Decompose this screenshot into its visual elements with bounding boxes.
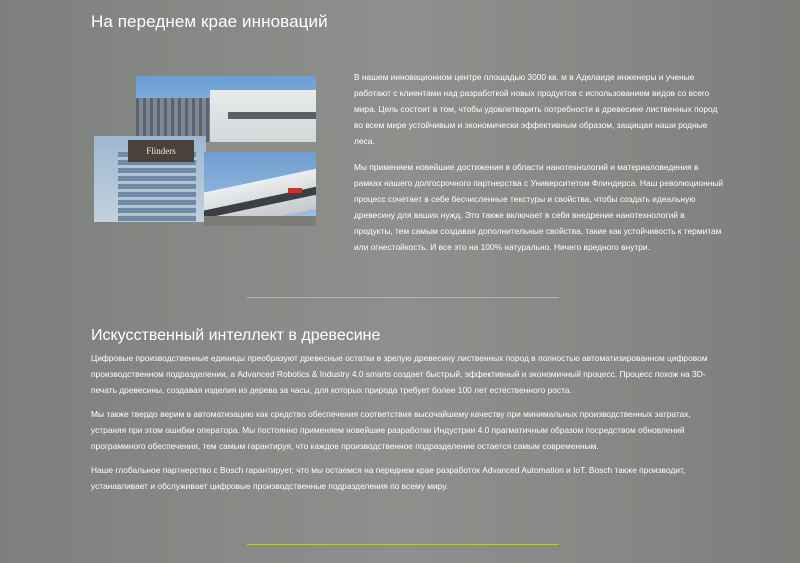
innovation-text: [354, 69, 724, 265]
flinders-sign: Flinders: [128, 140, 194, 162]
section-heading-ai: Искусственный интеллект в древесине: [91, 327, 381, 344]
paragraph: В нашем инновационном центре площадью 3000 кв. м в Аделаиде инженеры и ученые работают с клиентами над разработкой новых продуктов с использованием видов со всего мира. Цель состоит в том, чтобы удовлетворить потребности в древесине лиственных пород во всем мире устойчивым и экономически эффективным образом, защищая наши родные леса.: [354, 72, 718, 146]
paragraph: Мы применяем новейшие достижения в области нанотехнологий и материаловедения в рамках нашего долгосрочного партнерства с Университетом Флиндерса. Наш революционный процесс сочетает в себе бесчисленные текстуры и свойства, чтобы создать идеальную древесину для ваших нужд. Это также включает в себя внедрение нанотехнологий в продукты, тем самым создавая дополнительные свойства, такие как устойчивость к термитам или огнестойкость. И все это на 100% натурально. Ничего вредного внутри.: [354, 162, 724, 252]
paragraph: Цифровые производственные единицы преобразуют древесные остатки в зрелую древесину лиственных пород в полностью автоматизированном цифровом производственном подразделении, а Advanced Robotics & Industry 4.0 smarts создает быстрый, эффективный и экономичный процесс. Процесс похож на 3D-печать древесины, создавая изделия из дерева за часы, для которых природа требует более 100 лет естественного роста.: [91, 353, 708, 395]
paragraph: Мы также твердо верим в автоматизацию как средство обеспечения соответствия высочайшему качеству при минимальных производственных затратах, устраняя при этом ошибки оператора. Мы постоянно применяем новейшие разработки Индустрии 4.0 прагматичным образом посредством обновлений программного обеспечения, тем самым гарантируя, что каждое производственное подразделение остается самым современным.: [91, 409, 691, 451]
paragraph: Наше глобальное партнерство с Bosch гарантирует, что мы остаемся на переднем крае разработок Advanced Automation и IoT. Bosch также производит, устанавливает и обслуживает цифровые производственные подразделения по всему миру.: [91, 465, 686, 491]
section-heading-innovation: На переднем крае инноваций: [91, 12, 328, 31]
section-divider: [247, 297, 559, 298]
angled-facade-photo: [204, 152, 316, 226]
building-photo-collage: [94, 76, 316, 226]
ai-text: [91, 350, 721, 502]
flinders-tower-photo: [94, 136, 206, 222]
section-divider: [247, 544, 559, 545]
